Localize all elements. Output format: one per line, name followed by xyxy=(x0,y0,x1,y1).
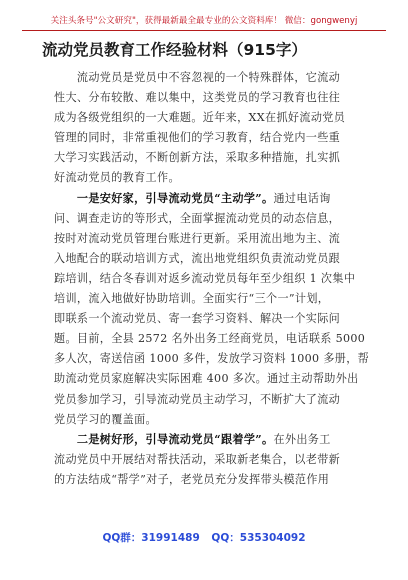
section-heading-1: 一是安好家，引导流动党员“主动学”。 xyxy=(54,191,274,205)
body-line: 流动党员是党员中不容忽视的一个特殊群体，它流动 xyxy=(54,71,341,84)
header-notice: 关注头条号"公文研究"，获得最新最全最专业的公文资料库！ 微信：gongwenyj xyxy=(50,16,358,26)
body-line: 好流动党员的教育工作。 xyxy=(54,171,180,185)
document-title: 流动党员教育工作经验材料（915字） xyxy=(42,41,307,59)
body-line: 的方法结成“帮学”对子，老党员充分发挥带头模范作用 xyxy=(54,472,330,486)
body-line: 助流动党员家庭解决实际困难 400 多次。通过主动帮助外出 xyxy=(54,372,359,386)
body-line: 培训，流入地做好协助培训。全面实行“三个一”计划， xyxy=(54,292,330,306)
body-line: 踪培训，结合冬春训对返乡流动党员每年至少组织 1 次集中 xyxy=(54,271,356,285)
body-line: 题。目前，全县 2572 名外出务工经商党员，电话联系 5000 xyxy=(54,332,366,346)
body-line: 党员学习的覆盖面。 xyxy=(54,412,157,426)
body-line: 性大、分布较散、难以集中，这类党员的学习教育也往往 xyxy=(54,91,341,105)
footer-qq: QQ：535304092 xyxy=(211,532,306,544)
document-footer xyxy=(0,530,408,550)
body-line: 大学习实践活动，不断创新方法，采取多种措施，扎实抓 xyxy=(54,151,341,165)
body-line: 多人次，寄送信函 1000 多件，发放学习资料 1000 多册，帮 xyxy=(54,352,370,366)
body-line: 成为各级党组织的一大难题。近年来，XX在抓好流动党员 xyxy=(54,111,346,125)
body-line: 管理的同时，非常重视他们的学习教育，结合党内一些重 xyxy=(54,131,341,145)
body-line: 问、调查走访的等形式，全面掌握流动党员的动态信息， xyxy=(54,211,341,225)
footer-qq-group: QQ群：31991489 xyxy=(102,532,200,544)
body-line xyxy=(54,189,374,209)
body-line: 流动党员中开展结对帮扶活动，采取新老集合，以老带新 xyxy=(54,452,341,466)
body-line: 入地配合的联动培训方式，流出地党组织负责流动党员跟 xyxy=(54,251,341,265)
body-line: 党员参加学习，引导流动党员主动学习，不断扩大了流动 xyxy=(54,392,341,406)
body-text: 在外出务工 xyxy=(273,432,331,446)
document-body xyxy=(54,68,374,490)
section-heading-2: 二是树好形，引导流动党员“跟着学”。 xyxy=(54,432,274,446)
body-line xyxy=(54,430,374,450)
document-header xyxy=(22,8,386,31)
body-line: 即联系一个流动党员、寄一套学习资料、解决一个实际问 xyxy=(54,312,341,326)
body-text: 通过电话询 xyxy=(273,191,331,205)
body-line: 按时对流动党员管理台账进行更新。采用流出地为主、流 xyxy=(54,231,341,245)
